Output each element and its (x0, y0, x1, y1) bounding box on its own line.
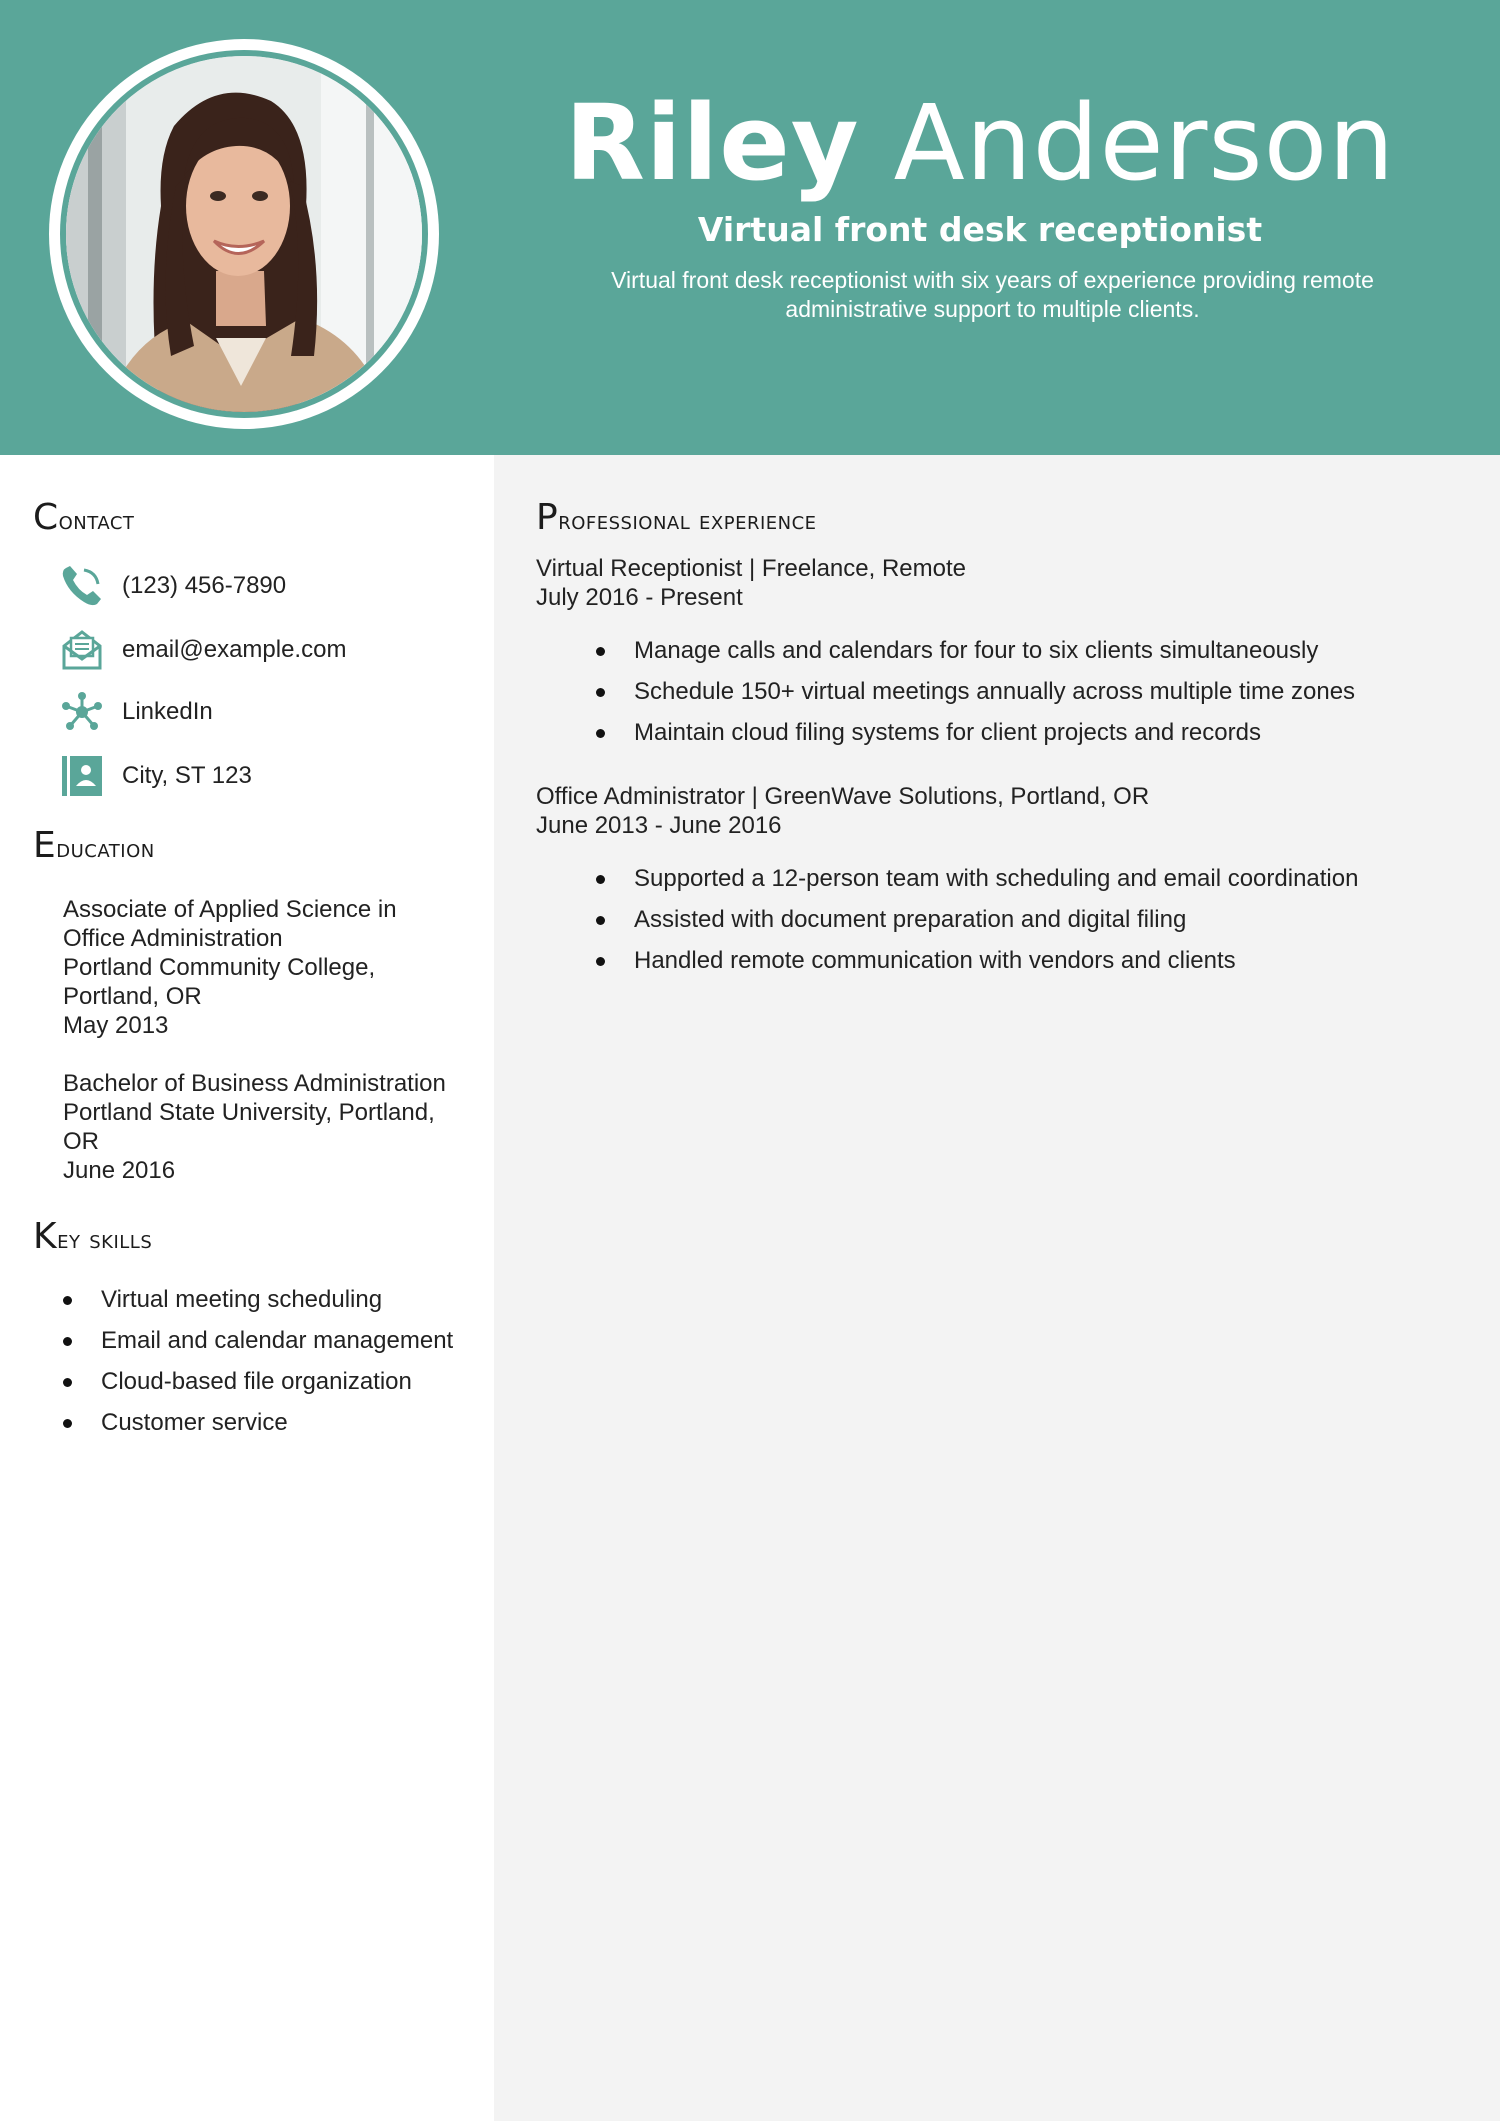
city-address: City, ST 123 (122, 762, 252, 789)
list-item: Handled remote communication with vendors and clients (596, 940, 1358, 981)
list-item: Customer service (63, 1402, 453, 1443)
linkedin-network-icon (60, 690, 104, 734)
education-entry: Associate of Applied Science in Office Administration Portland Community College, Portland, OR May 2013 (63, 896, 397, 1039)
first-name: Riley (564, 82, 860, 204)
job-header (536, 782, 1149, 840)
list-item: Assisted with document preparation and digital filing (596, 899, 1358, 940)
education-entry: Bachelor of Business Administration Portland State University, Portland, OR June 2016 (63, 1070, 446, 1184)
list-item: Email and calendar management (63, 1320, 453, 1361)
phone-number: (123) 456-7890 (122, 572, 287, 599)
job-header (536, 554, 966, 612)
profile-photo-frame (49, 39, 439, 429)
address-card-icon (60, 754, 104, 798)
education-heading: Education (33, 825, 155, 866)
last-name: Anderson (893, 82, 1396, 204)
email-address: email@example.com (122, 636, 347, 663)
contact-heading: Contact (33, 497, 135, 538)
portrait-illustration (66, 56, 422, 412)
job-role: Office Administrator | GreenWave Solutions, Portland, OR (536, 783, 1150, 810)
list-item: Schedule 150+ virtual meetings annually across multiple time zones (596, 671, 1355, 712)
list-item: Supported a 12-person team with scheduling and email coordination (596, 858, 1358, 899)
job-dates: July 2016 - Present (536, 584, 743, 611)
skills-list (63, 1279, 453, 1443)
phone-icon (60, 564, 104, 608)
linkedin-link: LinkedIn (122, 698, 213, 725)
list-item: Virtual meeting scheduling (63, 1279, 453, 1320)
job-bullets (596, 858, 1358, 981)
experience-heading: Professional experience (536, 497, 817, 538)
list-item: Manage calls and calendars for four to six clients simultaneously (596, 630, 1355, 671)
profile-photo (66, 56, 422, 412)
job-title: Virtual front desk receptionist (697, 210, 1263, 249)
header-banner (0, 0, 1500, 455)
job-bullets (596, 630, 1355, 753)
list-item: Maintain cloud filing systems for client projects and records (596, 712, 1355, 753)
key-skills-heading: Key skills (33, 1216, 153, 1257)
profile-summary: Virtual front desk receptionist with six years of experience providing remote administrative support to multiple clients. (611, 267, 1374, 322)
email-icon (60, 628, 104, 672)
job-role: Virtual Receptionist | Freelance, Remote (536, 555, 966, 582)
job-dates: June 2013 - June 2016 (536, 812, 782, 839)
list-item: Cloud-based file organization (63, 1361, 453, 1402)
candidate-name (560, 78, 1400, 208)
